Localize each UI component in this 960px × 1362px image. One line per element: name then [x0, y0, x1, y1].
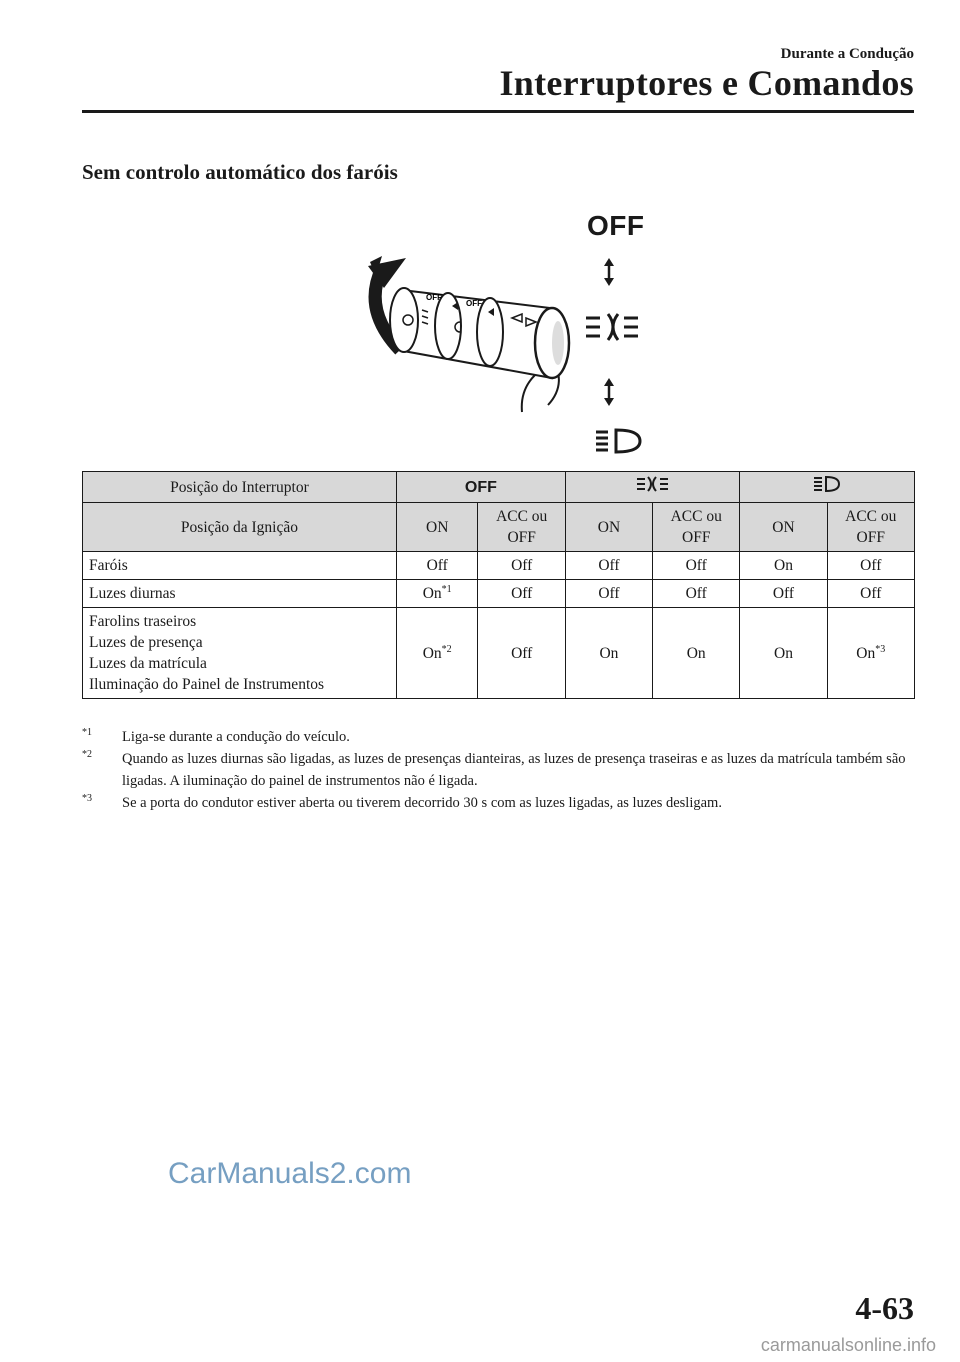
footnote-ref: *1 — [82, 727, 92, 739]
footnote — [82, 748, 915, 792]
table-cell: Off — [478, 580, 565, 608]
table-cell: Off — [653, 552, 740, 580]
table-cell: Off — [740, 580, 827, 608]
switch-position-row — [83, 472, 915, 503]
watermark: CarManuals2.com — [168, 1157, 412, 1190]
row-label-line: Iluminação do Painel de Instrumentos — [89, 676, 325, 693]
table-cell: On$^{*2}$ — [396, 608, 478, 699]
row-label-multiline — [83, 608, 397, 699]
ignition-position-2: ACC ou OFF — [478, 503, 565, 552]
table-cell: Off — [827, 580, 914, 608]
switch-position-off — [396, 472, 565, 503]
header-divider — [82, 110, 914, 113]
switch-position-label: Posição do Interruptor — [83, 472, 397, 503]
footnote-ref: *3 — [82, 793, 92, 805]
light-status-table — [82, 471, 915, 699]
lever-off-label-2: OFF — [466, 299, 482, 308]
section-heading: Sem controlo automático dos faróis — [82, 160, 398, 184]
footnote-mark — [82, 748, 92, 770]
footnotes — [82, 726, 915, 814]
footnote — [82, 792, 915, 814]
table-cell: On$^{*1}$ — [396, 580, 478, 608]
double-arrow-icon — [604, 258, 614, 286]
row-label-line: Luzes de presença — [89, 634, 203, 651]
ignition-position-3: ON — [565, 503, 652, 552]
switch-position-headlight — [740, 472, 915, 503]
ignition-position-5: ON — [740, 503, 827, 552]
switch-position-parking — [565, 472, 740, 503]
table-row — [83, 608, 915, 699]
footer-site: carmanualsonline.info — [760, 1335, 936, 1355]
row-label-line: Luzes da matrícula — [89, 655, 207, 672]
page-title: Interruptores e Comandos — [499, 63, 914, 103]
double-arrow-icon — [604, 378, 614, 406]
footnote-text: Quando as luzes diurnas são ligadas, as luzes de presenças dianteiras, as luzes de presença traseiras e as luzes da matrícula também são ligadas. A iluminação do painel de instrumentos não é ligada. — [122, 751, 906, 789]
footnote-text: Liga-se durante a condução do veículo. — [122, 729, 350, 745]
chapter-label: Durante a Condução — [780, 46, 914, 62]
footnote-mark — [82, 726, 92, 748]
table-cell: Off — [565, 552, 652, 580]
ignition-position-4: ACC ou OFF — [653, 503, 740, 552]
row-label: Faróis — [83, 552, 397, 580]
table-row — [83, 580, 915, 608]
lever-off-label-1: OFF — [426, 293, 442, 302]
row-label-line: Farolins traseiros — [89, 613, 197, 630]
table-cell: Off — [396, 552, 478, 580]
footnote-ref: *3 — [875, 643, 886, 655]
parking-light-icon — [636, 475, 670, 493]
page-number: 4-63 — [855, 1290, 914, 1326]
table-cell: On — [565, 608, 652, 699]
table-cell: On — [653, 608, 740, 699]
table-cell: On$^{*3}$ — [827, 608, 914, 699]
headlight-icon — [813, 475, 841, 493]
footnote-ref: *2 — [441, 643, 452, 655]
footnote-mark — [82, 792, 92, 814]
lever-body — [390, 288, 569, 378]
table-cell: Off — [478, 608, 565, 699]
ignition-position-row — [83, 503, 915, 552]
off-position-label: OFF — [464, 478, 497, 496]
headlight-switch-figure — [340, 200, 660, 455]
table-cell: Off — [653, 580, 740, 608]
table-cell: Off — [827, 552, 914, 580]
ignition-position-label: Posição da Ignição — [83, 503, 397, 552]
row-label: Luzes diurnas — [83, 580, 397, 608]
parking-light-icon — [586, 314, 638, 340]
table-row — [83, 552, 915, 580]
ignition-position-6: ACC ou OFF — [827, 503, 914, 552]
footnote-ref: *2 — [82, 749, 92, 761]
footnote-ref: *1 — [441, 583, 452, 595]
figure-off-label: OFF — [587, 210, 645, 241]
table-cell: Off — [565, 580, 652, 608]
footnote — [82, 726, 915, 748]
table-cell: On — [740, 608, 827, 699]
footnote-text: Se a porta do condutor estiver aberta ou tiverem decorrido 30 s com as luzes ligadas, as luzes desligam. — [122, 795, 722, 811]
headlight-icon — [596, 430, 640, 452]
ignition-position-1: ON — [396, 503, 478, 552]
table-cell: On — [740, 552, 827, 580]
table-cell: Off — [478, 552, 565, 580]
